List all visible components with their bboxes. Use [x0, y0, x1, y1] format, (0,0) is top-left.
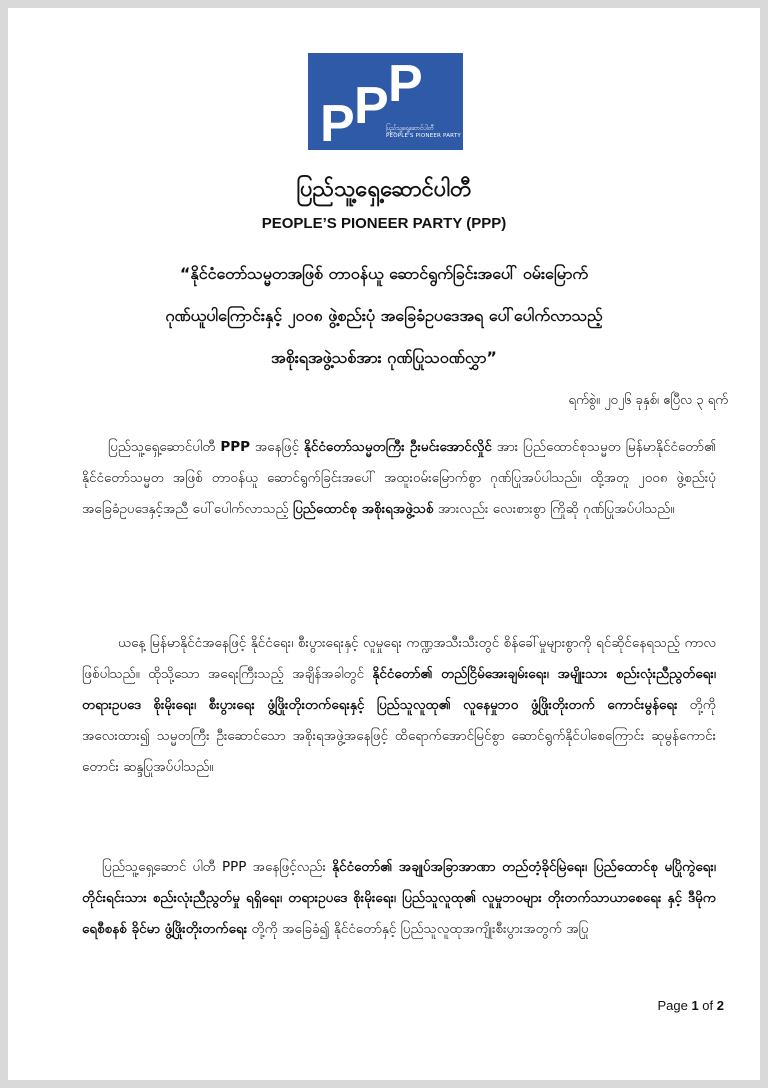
p1-party-abbr: PPP: [220, 439, 251, 455]
total-pages: 2: [716, 998, 724, 1013]
svg-text:P: P: [354, 77, 389, 135]
logo-name-en: PEOPLE'S PIONEER PARTY: [386, 133, 461, 139]
p1-text-g: အားလည်း လေးစားစွာ ကြိုဆို ဂုဏ်ပြုအပ်ပါသည်။: [433, 501, 675, 517]
title-line-1: “နိုင်ငံတော်သမ္မတအဖြစ် တာဝန်ယူ ဆောင်ရွက်ခြင်းအပေါ် ဝမ်းမြောက်: [179, 264, 589, 283]
page-number: [657, 998, 724, 1013]
p2-priorities: နိုင်ငံတော်၏ တည်ငြိမ်အေးချမ်းရေး၊ အမျိုးသား စည်းလုံးညီညွတ်ရေး၊ တရားဥပဒေ စိုးမိုးရေး၊ စီးပွားရေး ဖွံ့ဖြိုးတိုးတက်ရေးနှင့် ပြည်သူလူထု၏ လူနေမှုဘဝ ဖွံ့ဖြိုးတိုးတက် ကောင်းမွန်ရေး: [82, 666, 716, 713]
page-word: Page: [657, 998, 688, 1013]
document-page: [8, 8, 760, 1080]
paragraph-2: [82, 628, 716, 783]
p1-text-e: အား ပြည်ထောင်စုသမ္မတ မြန်မာနိုင်ငံတော်၏ နိုင်ငံတော်သမ္မတ အဖြစ် တာဝန်ယူ ဆောင်ရွက်ခြင်းအပေါ် အထူးဝမ်းမြောက်စွာ ဂုဏ်ပြုအပ်ပါသည်။ ထို့အတူ ၂၀၀၈ ဖွဲ့စည်းပုံ အခြေခံဥပဒေနှင့်အညီ ပေါ်ပေါက်လာသည့်: [82, 439, 717, 517]
paragraph-1: [82, 432, 716, 525]
p1-president-name: နိုင်ငံတော်သမ္မတကြီး ဦးမင်းအောင်လှိုင်: [303, 439, 492, 455]
p3-text-a: ပြည်သူ့ရှေ့ဆောင် ပါတီ PPP အနေဖြင့်လည်း: [102, 859, 333, 875]
current-page: 1: [691, 998, 699, 1013]
p1-new-government: ပြည်ထောင်စု အစိုးရအဖွဲ့သစ်: [292, 501, 434, 517]
party-name-mm: ပြည်သူ့ရှေ့ဆောင်ပါတီ: [296, 177, 472, 202]
p3-text-c: တို့ကို အခြေခံ၍ နိုင်ငံတော်နှင့် ပြည်သူလူထုအကျိုးစီးပွားအတွက် အပြု: [247, 921, 589, 937]
p2-text-a: ယနေ့ မြန်မာနိုင်ငံအနေဖြင့် နိုင်ငံရေး၊ စီးပွားရေးနှင့် လူမှုရေး ကဏ္ဍအသီးသီးတွင် စိန်ခေါ်မှုများစွာကို ရင်ဆိုင်နေရသည့် ကာလဖြစ်ပါသည်။ ထိုသို့သော အရေးကြီးသည့် အချိန်အခါတွင်: [82, 635, 716, 682]
party-logo: [308, 53, 463, 150]
document-date: ရက်စွဲ။ ၂၀၂၆ ခုနှစ်၊ ဧပြီလ ၃ ရက်: [568, 393, 728, 408]
p1-text-a: ပြည်သူ့ရှေ့ဆောင်ပါတီ: [108, 439, 221, 455]
svg-text:P: P: [388, 55, 423, 113]
p3-principles: နိုင်ငံတော်၏ အချုပ်အခြာအာဏာ တည်တံ့ခိုင်မြဲရေး၊ ပြည်ထောင်စု မပြိုကွဲရေး၊ တိုင်းရင်းသား စည်းလုံးညီညွတ်မှု ရရှိရေး၊ တရားဥပဒေ စိုးမိုးရေး၊ ပြည်သူလူထု၏ လူမှုဘဝများ တိုးတက်သာယာစေရေး နှင့် ဒီမိုကရေစီစနစ် ခိုင်မာ ဖွံ့ဖြိုးတိုးတက်ရေး: [82, 859, 716, 937]
paragraph-3: [82, 852, 716, 945]
p1-text-c: အနေဖြင့်: [250, 439, 304, 455]
party-name-en: PEOPLE’S PIONEER PARTY (PPP): [261, 215, 507, 232]
logo-name-mm: ပြည်သူ့ရှေ့ဆောင်ပါတီ: [386, 125, 434, 132]
title-line-3: အစိုးရအဖွဲ့သစ်အား ဂုဏ်ပြုသဝဏ်လွှာ”: [271, 348, 497, 367]
of-word: of: [702, 998, 714, 1013]
svg-text:P: P: [320, 95, 355, 150]
p2-text-c: တို့ကို အလေးထား၍ သမ္မတကြီး ဦးဆောင်သော အစိုးရအဖွဲ့အနေဖြင့် ထိရောက်အောင်မြင်စွာ ဆောင်ရွက်နိုင်ပါစေကြောင်း ဆုမွန်ကောင်းတောင်း ဆန္ဒပြုအပ်ပါသည်။: [82, 697, 716, 775]
title-line-2: ဂုဏ်ယူပါကြောင်းနှင့် ၂၀၀၈ ဖွဲ့စည်းပုံ အခြေခံဥပဒေအရ ပေါ်ပေါက်လာသည့်: [165, 306, 603, 325]
